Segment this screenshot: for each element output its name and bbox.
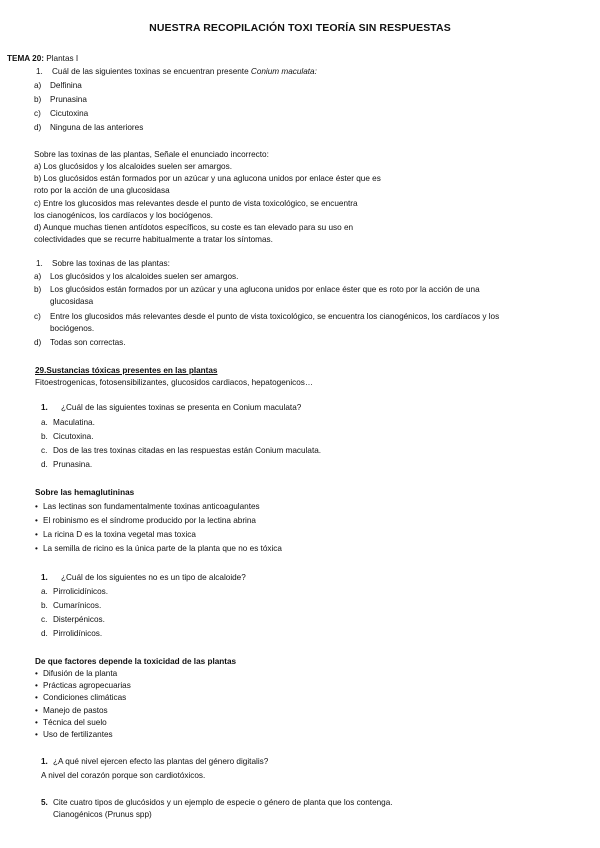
q2-line: a) Los glucósidos y los alcaloides suelen ser amargos. — [34, 162, 232, 171]
q2-line: colectividades que se recurre habitualmente a tratar los síntomas. — [34, 235, 273, 244]
page-title: NUESTRA RECOPILACIÓN TOXI TEORÍA SIN RESPUESTAS — [149, 22, 451, 34]
q3-option-b: b) Los glucósidos están formados por un azúcar y una aglucona unidos por enlace éster que es roto por la acción de una — [34, 285, 480, 294]
q3-question: 1. Sobre las toxinas de las plantas: — [36, 259, 170, 268]
q2-line: los cianogénicos, los cardíacos y los bociógenos. — [34, 211, 213, 220]
q4-question: 1. ¿Cuál de las siguientes toxinas se presenta en Conium maculata? — [41, 403, 302, 412]
q2-question: Sobre las toxinas de las plantas, Señale el enunciado incorrecto: — [34, 150, 269, 159]
q9-answer: Cianogénicos (Prunus spp) — [53, 810, 152, 819]
q6-question: 1. ¿Cuál de los siguientes no es un tipo de alcaloide? — [41, 573, 246, 582]
q8-answer: A nivel del corazón porque son cardiotóxicos. — [41, 771, 206, 780]
q1-option-b: b) Prunasina — [34, 95, 87, 104]
q2-line: c) Entre los glucosidos mas relevantes desde el punto de vista toxicológico, se encuentra — [34, 199, 358, 208]
q7-bullet: • Uso de fertilizantes — [35, 730, 113, 739]
q5-bullet: • El robinismo es el síndrome producido por la lectina abrina — [35, 516, 256, 525]
q3-option-a: a) Los glucósidos y los alcaloides suelen ser amargos. — [34, 272, 239, 281]
q7-bullet: • Difusión de la planta — [35, 669, 118, 678]
q2-line: roto por la acción de una glucosidasa — [34, 186, 170, 195]
q2-line: b) Los glucósidos están formados por un azúcar y una aglucona unidos por enlace éster que es — [34, 174, 381, 183]
q8-question: 1. ¿A qué nivel ejercen efecto las plantas del género digitalis? — [41, 757, 269, 766]
q7-bullet: • Condiciones climáticas — [35, 693, 127, 702]
q4-option-b: b. Cicutoxina. — [41, 432, 94, 441]
q6-option-a: a. Pirrolicidínicos. — [41, 587, 109, 596]
q7-bullet: • Prácticas agropecuarias — [35, 681, 131, 690]
q4-option-a: a. Maculatina. — [41, 418, 95, 427]
q2-line: d) Aunque muchas tienen antídotos específicos, su coste es tan elevado para su uso en — [34, 223, 354, 232]
q1-option-c: c) Cicutoxina — [34, 109, 89, 118]
q5-bullet: • La semilla de ricino es la única parte de la planta que no es tóxica — [35, 544, 282, 553]
q6-option-c: c. Disterpénicos. — [41, 615, 105, 624]
q6-option-b: b. Cumarínicos. — [41, 601, 102, 610]
q3-option-d: d) Todas son correctas. — [34, 338, 126, 347]
q3-option-c-cont: bociógenos. — [50, 324, 95, 333]
q5-bullet: • La ricina D es la toxina vegetal mas toxica — [35, 530, 196, 539]
q5-question: Sobre las hemaglutininas — [35, 488, 135, 497]
q3-option-b-cont: glucosidasa — [50, 297, 94, 306]
q7-bullet: • Técnica del suelo — [35, 718, 107, 727]
q4-option-c: c. Dos de las tres toxinas citadas en las respuestas están Conium maculata. — [41, 446, 322, 455]
tema-heading — [7, 54, 78, 64]
section-29-heading: 29.Sustancias tóxicas presentes en las plantas — [35, 366, 218, 375]
q1-option-d: d) Ninguna de las anteriores — [34, 123, 144, 132]
tema-name: Plantas I — [46, 54, 79, 63]
q4-option-d: d. Prunasina. — [41, 460, 93, 469]
q7-question: De que factores depende la toxicidad de las plantas — [35, 657, 237, 666]
q9-question: 5. Cite cuatro tipos de glucósidos y un ejemplo de especie o género de planta que los contenga. — [41, 798, 393, 807]
q1-option-a: a) Delfinina — [34, 81, 82, 90]
q6-option-d: d. Pirrolidínicos. — [41, 629, 103, 638]
q3-option-c: c) Entre los glucosidos más relevantes desde el punto de vista toxicológico, se encuentra los cianogénicos, los cardíacos y los — [34, 312, 500, 321]
q7-bullet: • Manejo de pastos — [35, 706, 108, 715]
section-29-text: Fitoestrogenicas, fotosensibilizantes, glucosidos cardiacos, hepatogenicos… — [35, 378, 314, 387]
q5-bullet: • Las lectinas son fundamentalmente toxinas anticoagulantes — [35, 502, 260, 511]
q1-question: 1. Cuál de las siguientes toxinas se encuentran presente Conium maculata: — [36, 67, 317, 76]
tema-label: TEMA 20: — [7, 54, 44, 63]
